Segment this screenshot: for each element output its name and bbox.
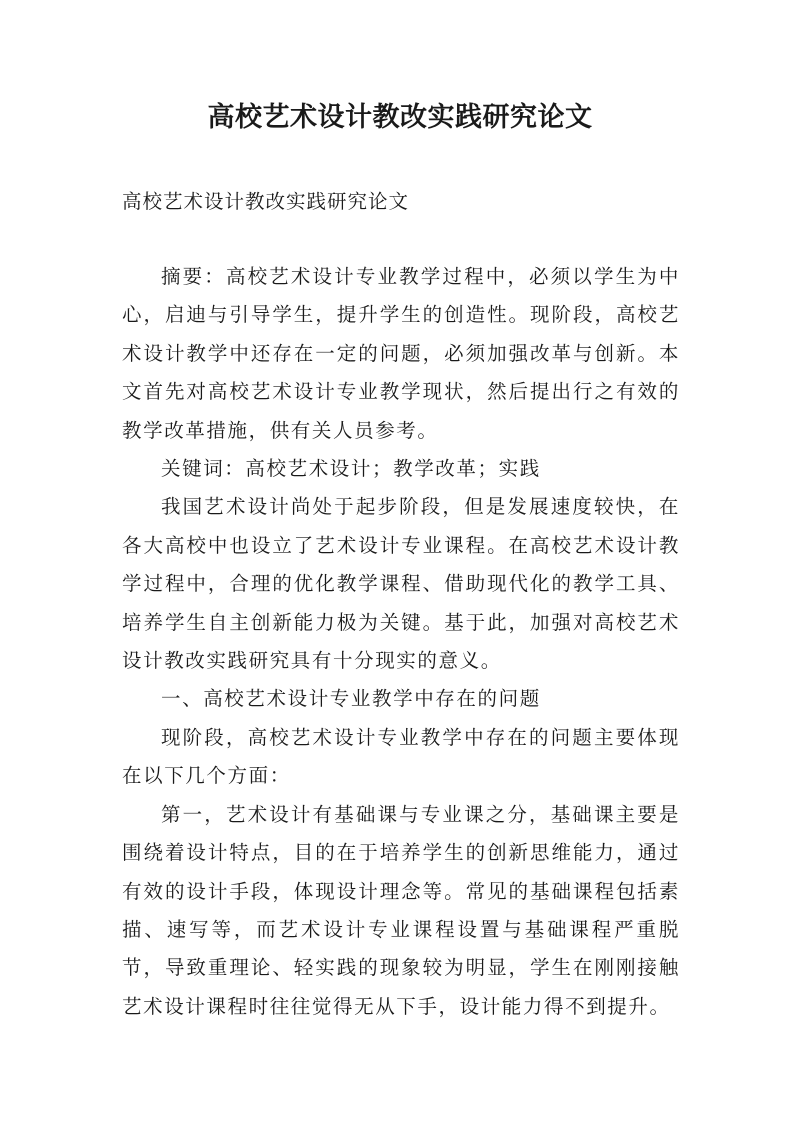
abstract-paragraph: 摘要：高校艺术设计专业教学过程中，必须以学生为中心，启迪与引导学生，提升学生的创造性。现阶段，高校艺术设计教学中还存在一定的问题，必须加强改革与创新。本文首先对高校艺术设计专业教学现状，然后提出行之有效的教学改革措施，供有关人员参考。: [122, 265, 680, 442]
keywords-paragraph: 关键词：高校艺术设计；教学改革；实践: [161, 457, 541, 481]
document-title: 高校艺术设计教改实践研究论文: [207, 102, 593, 133]
body-paragraph: 第一，艺术设计有基础课与专业课之分，基础课主要是围绕着设计特点，目的在于培养学生的创新思维能力，通过有效的设计手段，体现设计理念等。常见的基础课程包括素描、速写等，而艺术设计专业课程设置与基础课程严重脱节，导致重理论、轻实践的现象较为明显，学生在刚刚接触艺术设计课程时往往觉得无从下手，设计能力得不到提升。: [122, 802, 680, 1018]
document-body: [122, 258, 680, 1026]
section-heading: 一、高校艺术设计专业教学中存在的问题: [161, 687, 541, 711]
body-paragraph: 现阶段，高校艺术设计专业教学中存在的问题主要体现在以下几个方面：: [122, 725, 680, 788]
document-subtitle: 高校艺术设计教改实践研究论文: [122, 190, 410, 213]
intro-paragraph: 我国艺术设计尚处于起步阶段，但是发展速度较快，在各大高校中也设立了艺术设计专业课程。在高校艺术设计教学过程中，合理的优化教学课程、借助现代化的教学工具、培养学生自主创新能力极为关键。基于此，加强对高校艺术设计教改实践研究具有十分现实的意义。: [122, 495, 680, 673]
